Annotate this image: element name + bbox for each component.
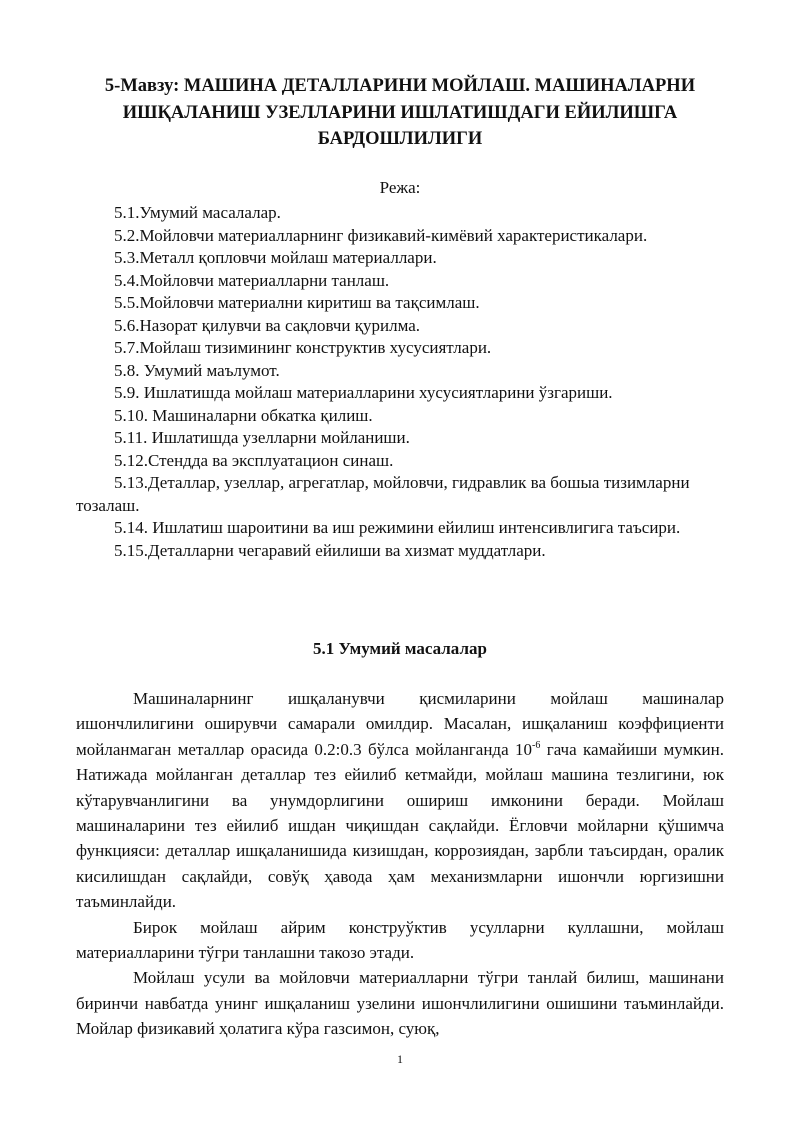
toc-item: 5.3.Металл қопловчи мойлаш материаллари. xyxy=(114,248,437,267)
toc-item: 5.13.Деталлар, узеллар, агрегатлар, мойловчи, гидравлик ва бошыа тизимларни тозалаш. xyxy=(76,473,690,515)
toc-item: 5.9. Ишлатишда мойлаш материалларини хусусиятларини ўзгариши. xyxy=(114,383,613,402)
exponent: -6 xyxy=(532,739,541,751)
section-heading: 5.1 Умумий масалалар xyxy=(313,639,487,658)
title-line-2: ИШҚАЛАНИШ УЗЕЛЛАРИНИ ИШЛАТИШДАГИ ЕЙИЛИШГА xyxy=(122,102,678,123)
paragraph-1-part-b: гача камайиши мумкин. Натижада мойланган деталлар тез ейилиб кетмайди, мойлаш машина тезлигини, юк кўтарувчанлигини ва унумдорлигини ошириш имконини беради. Мойлаш машиналарини тез ейилиб ишдан чиқишдан сақлайди. Ёгловчи мойларни қўшимча функцияси: деталлар ишқаланишида кизишдан, коррозиядан, зарбли таъсирдан, оралик кисилишдан сақлайди, совўқ ҳавода ҳам механизмларни ишончли юргизишни таъминлайди. xyxy=(76,739,725,912)
page-number: 1 xyxy=(397,1052,403,1066)
toc-item: 5.6.Назорат қилувчи ва сақловчи қурилма. xyxy=(114,315,421,335)
body-text xyxy=(76,686,724,1042)
toc-item: 5.15.Деталларни чегаравий ейилиши ва хизмат муддатлари. xyxy=(114,540,546,560)
toc-item: 5.1.Умумий масалалар. xyxy=(114,203,281,222)
toc-item: 5.14. Ишлатиш шароитини ва иш режимини ейилиш интенсивлигига таъсири. xyxy=(114,518,681,537)
paragraph-1-part-a: Машиналарнинг ишқаланувчи қисмиларини мойлаш машиналар ишончлилигини оширувчи самарали омилдир. Масалан, ишқаланиш коэффициенти мойланмаган металлар орасида 0.2:0.3 бўлса мойланганда 10 xyxy=(76,689,724,759)
toc-item: 5.10. Машиналарни обкатка қилиш. xyxy=(114,405,373,425)
toc-item: 5.5.Мойловчи материални киритиш ва тақсимлаш. xyxy=(114,293,480,312)
toc-item: 5.11. Ишлатишда узелларни мойланиши. xyxy=(114,428,410,447)
paragraph-2: Бирок мойлаш айрим конструўктив усулларни куллашни, мойлаш материалларини тўгри танлашни такозо этади. xyxy=(76,917,724,963)
paragraph-3: Мойлаш усули ва мойловчи материалларни тўгри танлай билиш, машинани биринчи навбатда унинг ишқаланиш узелини ишончлилигини ошишини таъминлайди. Мойлар физикавий ҳолатига кўра газсимон, суюқ, xyxy=(76,968,724,1039)
table-of-contents xyxy=(76,202,726,562)
paragraph-1 xyxy=(76,686,724,915)
plan-label: Режа: xyxy=(379,178,421,197)
title-line-1: 5-Мавзу: МАШИНА ДЕТАЛЛАРИНИ МОЙЛАШ. МАШИНАЛАРНИ xyxy=(104,76,696,96)
toc-item: 5.2.Мойловчи материалларнинг физикавий-кимёвий характеристикалари. xyxy=(114,225,648,245)
toc-item: 5.12.Стендда ва эксплуатацион синаш. xyxy=(114,450,394,470)
toc-item: 5.4.Мойловчи материалларни танлаш. xyxy=(114,270,390,290)
toc-item: 5.7.Мойлаш тизимининг конструктив хусусиятлари. xyxy=(114,338,492,357)
toc-item: 5.8. Умумий маълумот. xyxy=(114,360,280,380)
title-line-3: БАРДОШЛИЛИГИ xyxy=(317,129,483,149)
page-title xyxy=(80,73,720,153)
